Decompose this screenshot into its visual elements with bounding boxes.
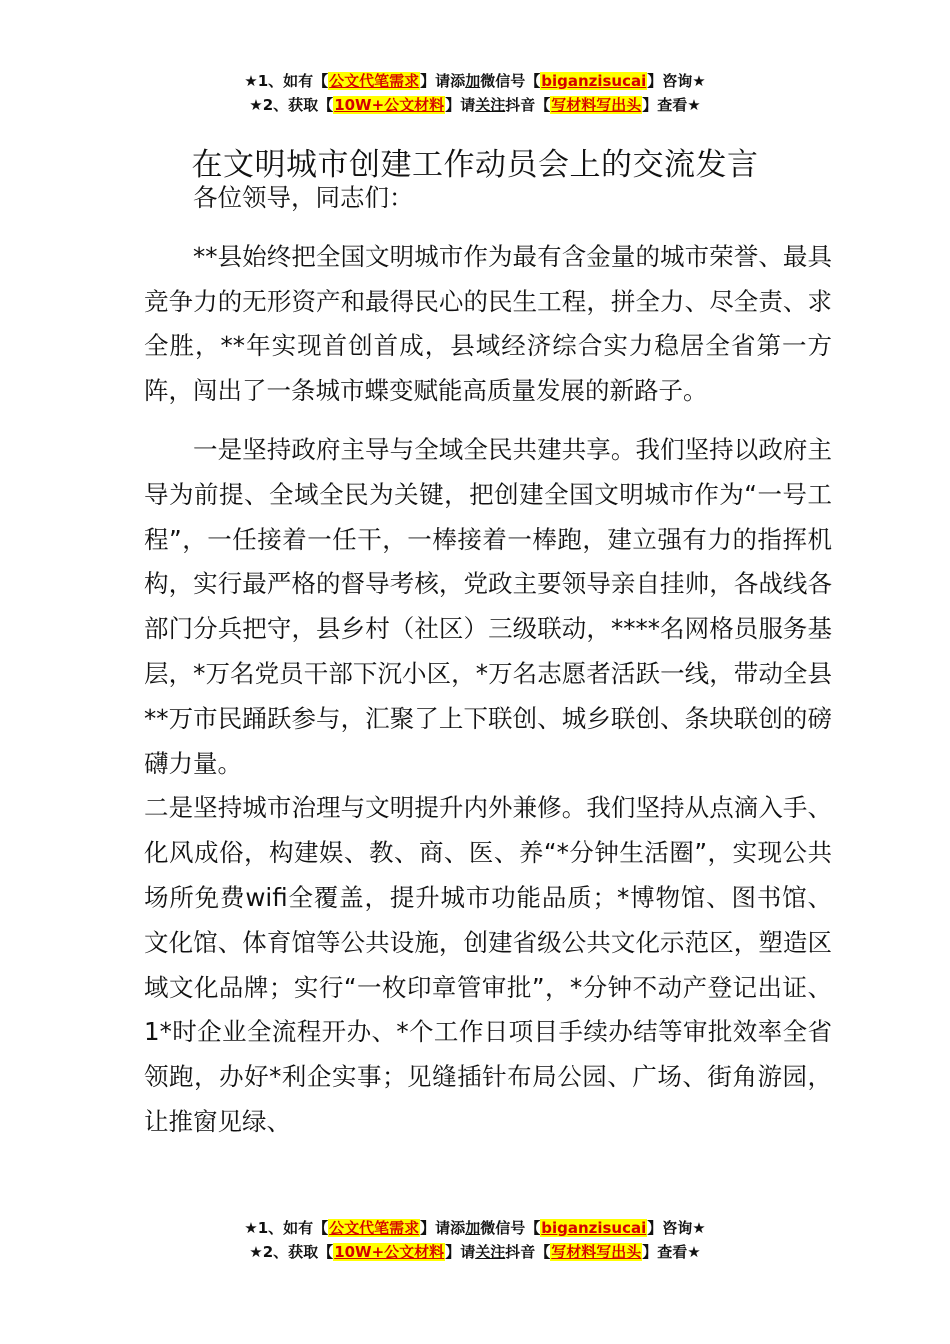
promo-line-2 <box>0 93 950 117</box>
promo-text: 】查看★ <box>642 96 701 114</box>
promo-text: 抖音【 <box>505 1243 551 1261</box>
promo-text: 】请 <box>445 1243 476 1261</box>
paragraph-point-2: 二是坚持城市治理与文明提升内外兼修。我们坚持从点滴入手、化风成俗，构建娱、教、商、医、养“*分钟生活圈”，实现公共场所免费wifi全覆盖，提升城市功能品质；*博物馆、图书馆、文化馆、体育馆等公共设施，创建省级公共文化示范区，塑造区域文化品牌；实行“一枚印章管审批”，*分钟不动产登记出证、1*时企业全流程开办、*个工作日项目手续办结等审批效率全省领跑，办好*利企实事；见缝插针布局公园、广场、街角游园，让推窗见绿、 <box>144 793 832 1136</box>
paragraph-intro: **县始终把全国文明城市作为最有含金量的城市荣誉、最具竞争力的无形资产和最得民心的民生工程，拼全力、尽全责、求全胜，**年实现首创首成，县域经济综合实力稳居全省第一方阵，闯出了一条城市蝶变赋能高质量发展的新路子。 <box>144 241 832 406</box>
promo-highlight: biganzisucai <box>541 72 647 90</box>
promo-text: ★2、获取【 <box>249 1243 334 1261</box>
header-promo-banner <box>0 69 950 117</box>
promo-emphasis: 关注 <box>475 1243 506 1261</box>
promo-text: 微信号【 <box>480 1219 541 1237</box>
promo-text: 】咨询★ <box>647 1219 706 1237</box>
promo-highlight: biganzisucai <box>541 1219 647 1237</box>
promo-text: 】请添 <box>420 72 466 90</box>
promo-emphasis: 加 <box>465 72 481 90</box>
promo-highlight: 公文代笔需求 <box>329 1219 420 1237</box>
promo-text: ★2、获取【 <box>249 96 334 114</box>
paragraph-point-1: 一是坚持政府主导与全域全民共建共享。我们坚持以政府主导为前提、全域全民为关键，把创建全国文明城市作为“一号工程”，一任接着一任干，一棒接着一棒跑，建立强有力的指挥机构，实行最严格的督导考核，党政主要领导亲自挂帅，各战线各部门分兵把守，县乡村（社区）三级联动，****名网格员服务基层，*万名党员干部下沉小区，*万名志愿者活跃一线，带动全县**万市民踊跃参与，汇聚了上下联创、城乡联创、条块联创的磅礴力量。 <box>144 434 832 778</box>
promo-highlight: 10W+公文材料 <box>334 96 445 114</box>
document-title: 在文明城市创建工作动员会上的交流发言 <box>191 146 759 183</box>
promo-line-1 <box>0 69 950 93</box>
promo-text: 】查看★ <box>642 1243 701 1261</box>
promo-highlight: 写材料写出头 <box>551 96 642 114</box>
promo-text: 】请添 <box>420 1219 466 1237</box>
promo-text: 】请 <box>445 96 476 114</box>
promo-emphasis: 关注 <box>475 96 506 114</box>
promo-text: 微信号【 <box>480 72 541 90</box>
promo-highlight: 10W+公文材料 <box>334 1243 445 1261</box>
document-body <box>144 176 832 1145</box>
footer-promo-banner <box>0 1216 950 1264</box>
promo-text: 抖音【 <box>505 96 551 114</box>
promo-text: ★1、如有【 <box>244 72 329 90</box>
promo-highlight: 写材料写出头 <box>551 1243 642 1261</box>
promo-line-2 <box>0 1240 950 1264</box>
promo-text: ★1、如有【 <box>244 1219 329 1237</box>
greeting: 各位领导，同志们： <box>193 183 414 212</box>
promo-highlight: 公文代笔需求 <box>329 72 420 90</box>
promo-text: 】咨询★ <box>647 72 706 90</box>
promo-emphasis: 加 <box>465 1219 481 1237</box>
promo-line-1 <box>0 1216 950 1240</box>
